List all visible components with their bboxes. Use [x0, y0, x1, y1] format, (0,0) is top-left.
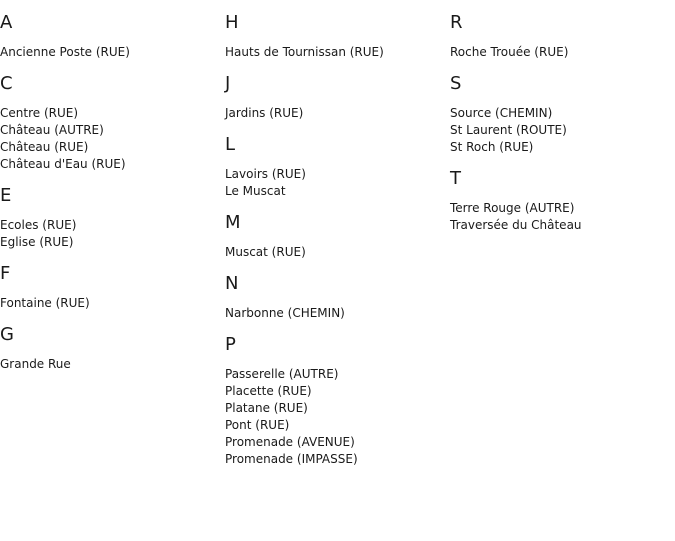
- street-item[interactable]: Platane (RUE): [225, 401, 308, 415]
- street-item[interactable]: Pont (RUE): [225, 418, 290, 432]
- street-item[interactable]: Narbonne (CHEMIN): [225, 306, 345, 320]
- index-column-2: [225, 12, 445, 480]
- letter-heading: N: [225, 273, 239, 294]
- letter-group-c: [0, 73, 220, 173]
- street-item[interactable]: Jardins (RUE): [225, 106, 304, 120]
- street-list: [0, 105, 220, 173]
- letter-heading: H: [225, 12, 239, 33]
- street-list: [0, 217, 220, 251]
- street-item[interactable]: Château (AUTRE): [0, 123, 104, 137]
- street-list: [225, 166, 445, 200]
- letter-heading: A: [0, 12, 13, 33]
- street-item[interactable]: Terre Rouge (AUTRE): [450, 201, 575, 215]
- street-item[interactable]: Promenade (IMPASSE): [225, 452, 358, 466]
- letter-heading: J: [225, 73, 231, 94]
- street-item[interactable]: Château d'Eau (RUE): [0, 157, 126, 171]
- street-list: [450, 44, 670, 61]
- street-list: [0, 356, 220, 373]
- street-item[interactable]: Eglise (RUE): [0, 235, 74, 249]
- letter-heading: F: [0, 263, 11, 284]
- street-list: [450, 200, 670, 234]
- street-item[interactable]: Lavoirs (RUE): [225, 167, 306, 181]
- letter-heading: M: [225, 212, 241, 233]
- street-list: [0, 44, 220, 61]
- street-item[interactable]: Hauts de Tournissan (RUE): [225, 45, 384, 59]
- street-item[interactable]: Promenade (AVENUE): [225, 435, 355, 449]
- street-list: [225, 244, 445, 261]
- letter-group-f: [0, 263, 220, 312]
- street-item[interactable]: Le Muscat: [225, 184, 286, 198]
- street-list: [225, 366, 445, 468]
- letter-group-t: [450, 168, 670, 234]
- street-item[interactable]: St Laurent (ROUTE): [450, 123, 567, 137]
- street-list: [225, 44, 445, 61]
- street-item[interactable]: Muscat (RUE): [225, 245, 306, 259]
- street-list: [225, 105, 445, 122]
- street-item[interactable]: Grande Rue: [0, 357, 71, 371]
- letter-heading: R: [450, 12, 463, 33]
- street-list: [450, 105, 670, 156]
- letter-group-p: [225, 334, 445, 468]
- letter-heading: L: [225, 134, 236, 155]
- street-item[interactable]: St Roch (RUE): [450, 140, 534, 154]
- letter-heading: E: [0, 185, 12, 206]
- street-list: [0, 295, 220, 312]
- index-column-1: [0, 12, 220, 385]
- letter-heading: G: [0, 324, 14, 345]
- street-item[interactable]: Passerelle (AUTRE): [225, 367, 339, 381]
- letter-group-h: [225, 12, 445, 61]
- letter-group-m: [225, 212, 445, 261]
- letter-heading: C: [0, 73, 13, 94]
- street-item[interactable]: Traversée du Château: [450, 218, 582, 232]
- street-item[interactable]: Placette (RUE): [225, 384, 312, 398]
- street-item[interactable]: Ecoles (RUE): [0, 218, 77, 232]
- street-list: [225, 305, 445, 322]
- letter-heading: T: [450, 168, 461, 189]
- letter-group-a: [0, 12, 220, 61]
- letter-group-e: [0, 185, 220, 251]
- street-item[interactable]: Roche Trouée (RUE): [450, 45, 569, 59]
- letter-group-g: [0, 324, 220, 373]
- letter-heading: P: [225, 334, 236, 355]
- letter-group-l: [225, 134, 445, 200]
- street-item[interactable]: Centre (RUE): [0, 106, 79, 120]
- letter-group-n: [225, 273, 445, 322]
- letter-group-s: [450, 73, 670, 156]
- index-column-3: [450, 12, 670, 246]
- street-item[interactable]: Ancienne Poste (RUE): [0, 45, 130, 59]
- street-item[interactable]: Château (RUE): [0, 140, 89, 154]
- letter-group-j: [225, 73, 445, 122]
- letter-heading: S: [450, 73, 462, 94]
- street-item[interactable]: Fontaine (RUE): [0, 296, 90, 310]
- letter-group-r: [450, 12, 670, 61]
- street-item[interactable]: Source (CHEMIN): [450, 106, 553, 120]
